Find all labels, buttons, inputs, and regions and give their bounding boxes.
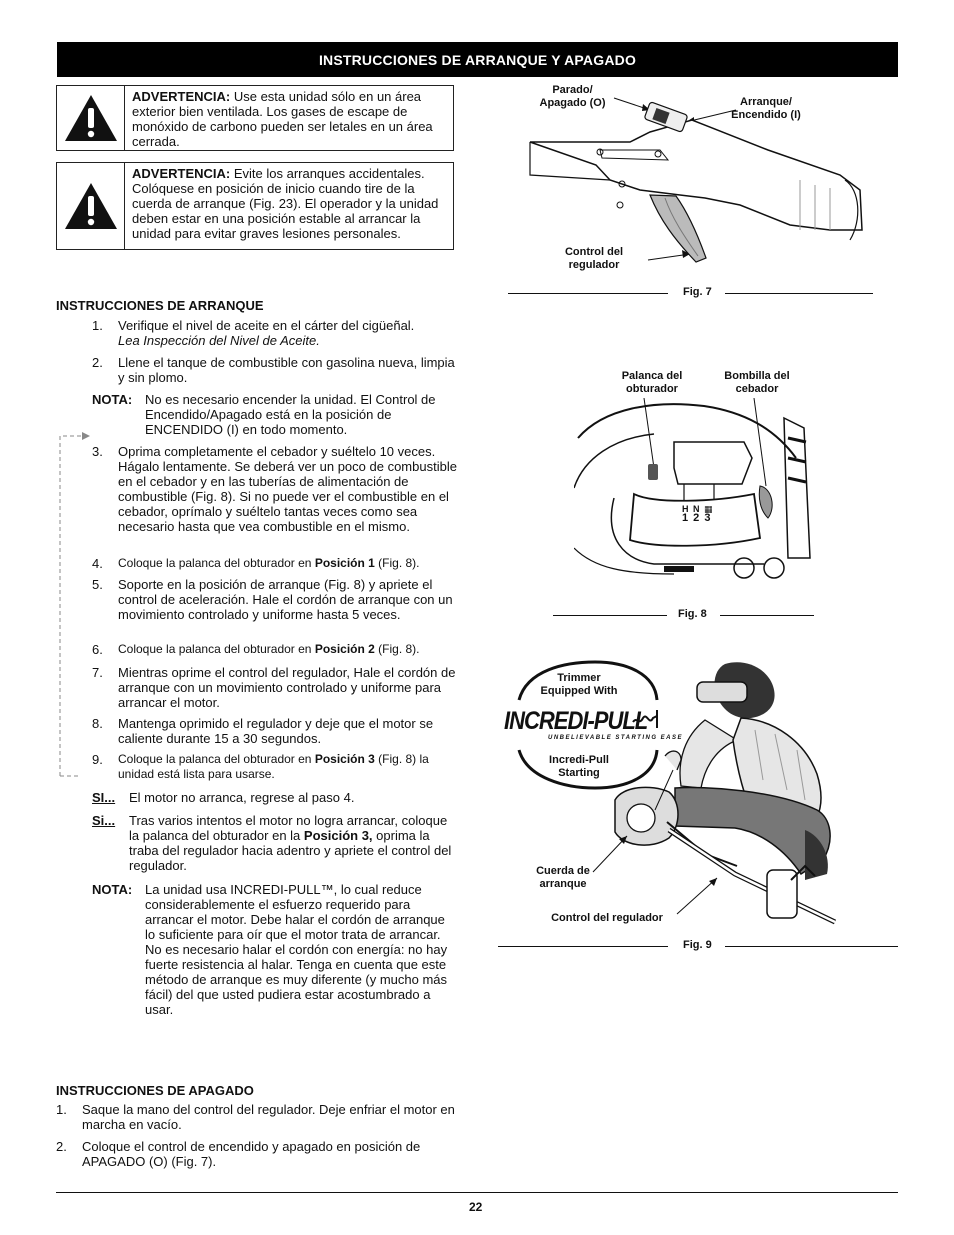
warning-box-accidental-start bbox=[56, 162, 454, 250]
badge-bottom-text: Incredi-Pull Starting bbox=[549, 754, 609, 779]
callout-on-position: Arranque/ Encendido (I) bbox=[731, 96, 801, 121]
incredi-pull-logo: INCREDI-PULL bbox=[504, 706, 648, 735]
warning-text bbox=[125, 163, 453, 249]
warning-icon-cell bbox=[57, 163, 125, 249]
callout-throttle-control: Control del regulador bbox=[564, 246, 624, 271]
fig7-label: Fig. 7 bbox=[683, 286, 712, 298]
callout-choke-lever: Palanca del obturador bbox=[621, 370, 683, 395]
warning-icon-cell bbox=[57, 86, 125, 150]
warning-box-ventilation bbox=[56, 85, 454, 151]
callout-starter-rope: Cuerda de arranque bbox=[536, 865, 590, 890]
fig8-label: Fig. 8 bbox=[678, 608, 707, 620]
page-number: 22 bbox=[469, 1200, 483, 1214]
fig7-rule-left bbox=[508, 293, 668, 294]
callout-off-position: Parado/ Apagado (O) bbox=[539, 84, 606, 109]
loop-bracket-arrow bbox=[56, 430, 96, 780]
stop-instructions-title: INSTRUCCIONES DE APAGADO bbox=[56, 1083, 254, 1098]
warning-label: ADVERTENCIA: bbox=[132, 166, 231, 181]
fig9-rule-right bbox=[725, 946, 898, 947]
warning-body: Use esta unidad sólo en un área exterior bien ventilada. Los gases de escape de monóxido de carbono pueden ser letales en un área cerrada. bbox=[132, 89, 433, 149]
fig9-rule-left bbox=[498, 946, 668, 947]
warning-body: Evite los arranques accidentales. Colóquese en posición de inicio cuando tire de la cuerda de arranque (Fig. 23). El operador y la unidad deben estar en una posición estable al arrancar la unidad para evitar graves lesiones personales. bbox=[132, 166, 439, 241]
start-steps: 1. Verifique el nivel de aceite en el cárter del cigüeñal. Lea Inspección del Nivel de Aceite. 2. Llene el tanque de combustible con gasolina nueva, limpia y sin plomo. NOTA: No es necesario encender la unidad. El Control de Encendido/Apagado está en la posición de ENCENDIDO (I) en todo momento. 3. Oprima completamente el cebador y suéltelo 10 veces. Hágalo lentamente. Se deberá ver un poco de combustible en el cebador y en las tuberías de alimentación de combustible (Fig. 8). Si no puede ver el combustible en el cebador, oprímalo y suéltelo tantas veces como sea necesario hasta que vea combustible en el mismo. 4. Coloque la palanca del obturador en Posición 1 (Fig. 8). 5. Soporte en la posición de arranque (Fig. 8) y apriete el control de aceleración. Hale el cordón de arranque con un movimiento controlado y uniforme hasta 5 veces. 6. Coloque la palanca del obturador en Posición 2 (Fig. 8). 7. Mientras oprime el control del regulador, Hale el cordón de arranque con un movimiento controlado y uniforme para arrancar el motor. 8. Mantenga oprimido el regulador y deje que el motor se caliente durante 15 a 30 segundos. 9. Coloque la palanca del obturador en Posición 3 (Fig. 8) la unidad está lista para usarse. SI... El motor no arranca, regrese al paso 4. Si... Tras varios intentos el motor no logra arrancar, coloque la palanca del obturador en la Posición 3, oprima la traba del regulador hacia adentro y apriete el control del regulador. NOTA: La unidad usa INCREDI-PULL™, lo cual reduce considerablemente el esfuerzo requerido para arrancar el motor. Debe halar el cordón de arranque lo suficiente para oír que el motor trata de arrancar. No es necesario halar el cordón con energía: no hay fuerte resistencia al halar. Tenga en cuenta que este método de arranque es muy diferente (y mucho más fácil) del que usted pudiera estar acostumbrado a usar. bbox=[56, 318, 456, 1038]
badge-tagline: UNBELIEVABLE STARTING EASE bbox=[548, 735, 684, 741]
choke-position-letters: H N ▦ bbox=[682, 504, 714, 514]
fig7-rule-right bbox=[725, 293, 873, 294]
fig7-illustration bbox=[500, 80, 880, 280]
fig8-rule-right bbox=[720, 615, 814, 616]
section-title: INSTRUCCIONES DE ARRANQUE Y APAGADO bbox=[318, 51, 637, 68]
callout-throttle-control-fig9: Control del regulador bbox=[551, 912, 663, 924]
warning-label: ADVERTENCIA: bbox=[132, 89, 231, 104]
start-instructions-title: INSTRUCCIONES DE ARRANQUE bbox=[56, 298, 264, 313]
footer-rule bbox=[56, 1192, 898, 1193]
fig9-label: Fig. 9 bbox=[683, 939, 712, 951]
fig8-illustration bbox=[574, 398, 814, 580]
section-header bbox=[57, 42, 898, 77]
callout-primer-bulb: Bombilla del cebador bbox=[724, 370, 790, 395]
warning-icon bbox=[63, 181, 119, 231]
stop-steps: 1. Saque la mano del control del regulador. Deje enfriar el motor en marcha en vacío. 2. Coloque el control de encendido y apagado en posición de APAGADO (O) (Fig. 7). bbox=[56, 1102, 455, 1169]
choke-position-numbers: 1 2 3 bbox=[682, 512, 712, 524]
warning-icon bbox=[63, 93, 119, 143]
fig8-rule-left bbox=[553, 615, 667, 616]
warning-text bbox=[125, 86, 453, 150]
badge-top-text: Trimmer Equipped With bbox=[540, 672, 618, 697]
